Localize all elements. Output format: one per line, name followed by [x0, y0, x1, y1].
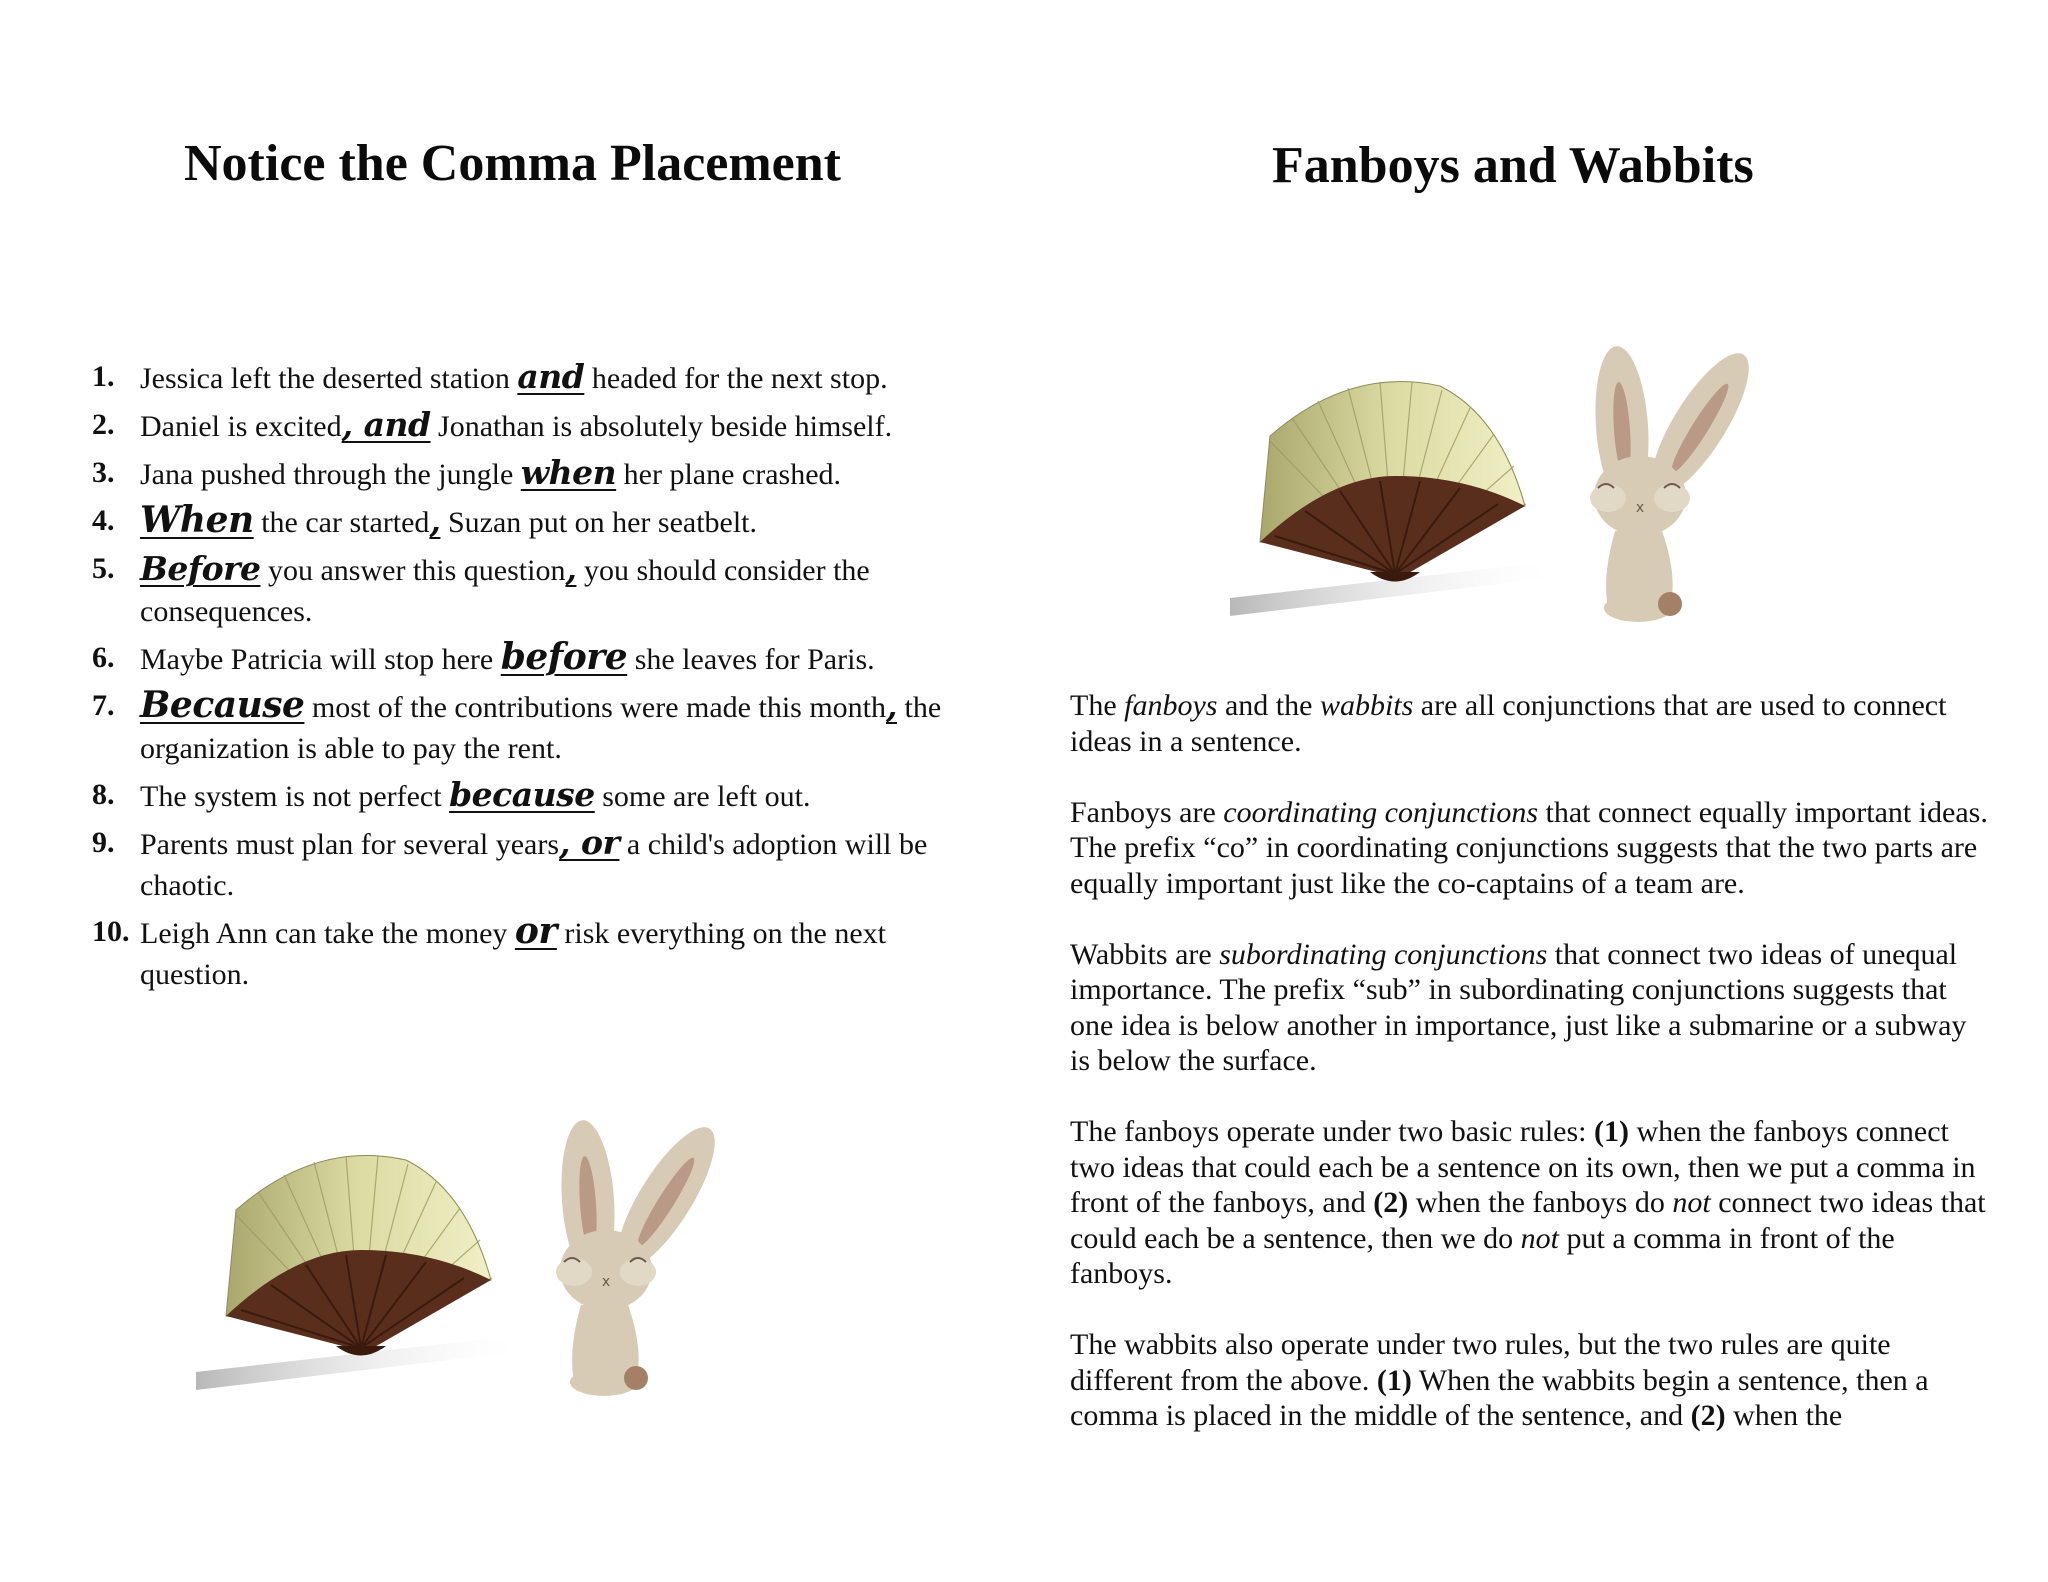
paragraph: The fanboys and the wabbits are all conjunctions that are used to connect ideas in a sentence. — [1070, 689, 1947, 758]
text: most of the contributions were made this month — [304, 691, 887, 724]
fan-and-rabbit-illustration — [1230, 346, 1830, 646]
text: Leigh Ann can take the money — [140, 917, 515, 950]
fan-and-rabbit-illustration — [196, 1120, 796, 1420]
conjunction: because — [449, 775, 595, 814]
page-title: Notice the Comma Placement — [184, 135, 841, 192]
list-item — [92, 774, 992, 817]
explanation-text — [1070, 688, 1990, 1469]
item-number: 9. — [92, 826, 115, 859]
text: headed for the next stop. — [584, 362, 888, 395]
conjunction: or — [514, 910, 557, 952]
item-number: 8. — [92, 778, 115, 811]
conjunction: Because — [140, 684, 305, 726]
text: Jessica left the deserted station — [140, 362, 518, 395]
item-number: 4. — [92, 504, 115, 537]
conjunction: and — [517, 357, 585, 396]
item-number: 1. — [92, 360, 115, 393]
list-item — [92, 548, 992, 632]
list-item — [92, 452, 992, 495]
text: the organization is able to pay the rent. — [140, 691, 942, 765]
list-item — [92, 911, 992, 995]
page-title: Fanboys and Wabbits — [1272, 137, 1754, 194]
text: you answer this question — [260, 554, 566, 587]
conjunction: , and — [341, 405, 431, 444]
item-number: 10. — [92, 915, 130, 948]
item-number: 2. — [92, 408, 115, 441]
conjunction: when — [520, 453, 617, 492]
comma: , — [565, 549, 577, 588]
item-number: 3. — [92, 456, 115, 489]
text: Maybe Patricia will stop here — [140, 643, 501, 676]
item-number: 7. — [92, 689, 115, 722]
list-item — [92, 356, 992, 399]
list-item — [92, 404, 992, 447]
text: Suzan put on her seatbelt. — [440, 506, 758, 539]
text: a child's adoption will be chaotic. — [140, 828, 928, 902]
text: risk everything on the next question. — [140, 917, 886, 991]
conjunction: before — [500, 636, 628, 678]
text: she leaves for Paris. — [627, 643, 875, 676]
text: Daniel is excited — [140, 410, 342, 443]
text: some are left out. — [594, 780, 811, 813]
paragraph: Fanboys are coordinating conjunctions that connect equally important ideas. The prefix “co” in coordinating conjunctions suggests that the two parts are equally important just like the co-captains of a team are. — [1070, 795, 1988, 900]
text: Jana pushed through the jungle — [140, 458, 521, 491]
paragraph: The fanboys operate under two basic rules: (1) when the fanboys connect two ideas that could each be a sentence on its own, then we put a comma in front of the fanboys, and (2) when the fanboys do not connect two ideas that could each be a sentence, then we do not put a comma in front of the fanboys. — [1070, 1115, 1986, 1290]
paragraph: The wabbits also operate under two rules, but the two rules are quite different from the above. (1) When the wabbits begin a sentence, then a comma is placed in the middle of the sentence, and (2) when the — [1070, 1328, 1929, 1432]
text: Jonathan is absolutely beside himself. — [430, 410, 893, 443]
text: Parents must plan for several years — [140, 828, 560, 861]
list-item — [92, 500, 992, 543]
text: you should consider the consequences. — [140, 554, 870, 628]
text: The system is not perfect — [140, 780, 450, 813]
conjunction: Before — [140, 549, 261, 588]
list-item — [92, 637, 992, 680]
paragraph: Wabbits are subordinating conjunctions that connect two ideas of unequal importance. The prefix “sub” in subordinating conjunctions suggests that one idea is below another in importance, just like a submarine or a subway is below the surface. — [1070, 937, 1967, 1077]
item-number: 5. — [92, 552, 115, 585]
text: her plane crashed. — [616, 458, 842, 491]
sentence-list — [92, 356, 992, 1000]
conjunction: When — [140, 499, 254, 541]
comma: , — [429, 501, 441, 540]
item-number: 6. — [92, 641, 115, 674]
list-item — [92, 822, 992, 906]
conjunction: , or — [559, 823, 620, 862]
text: the car started — [253, 506, 430, 539]
comma: , — [886, 686, 898, 725]
list-item — [92, 685, 992, 769]
right-page — [1024, 0, 2048, 1582]
